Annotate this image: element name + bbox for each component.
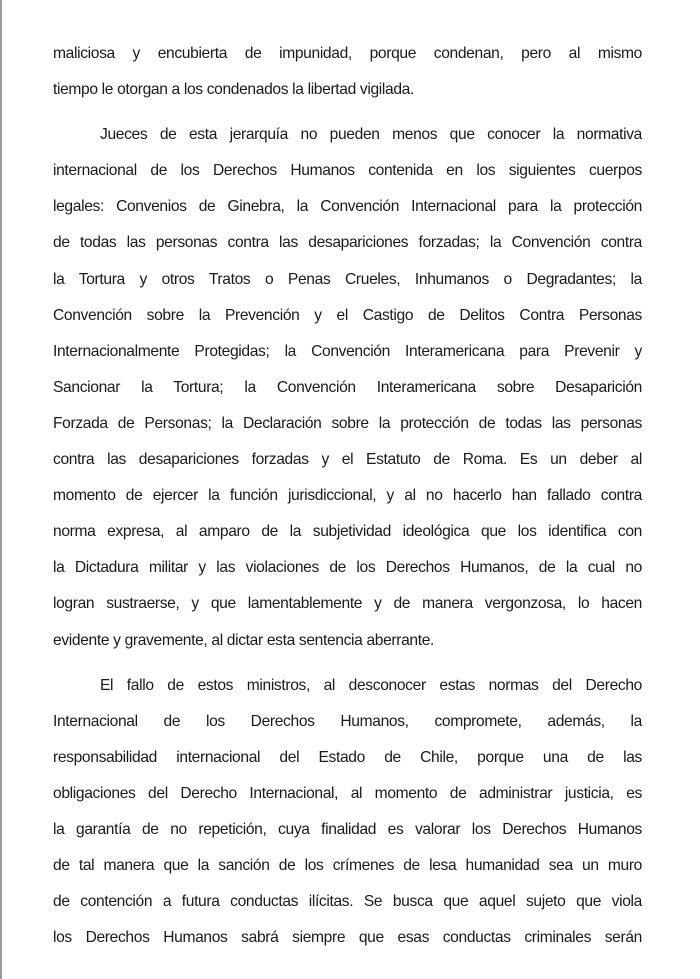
text-line: obligaciones del Derecho Internacional, al momento de administrar justicia, es (53, 784, 642, 802)
text-line: Convención sobre la Prevención y el Castigo de Delitos Contra Personas (53, 306, 642, 324)
text-line: la garantía de no repetición, cuya finalidad es valorar los Derechos Humanos (53, 820, 642, 838)
paragraph-2 (53, 117, 642, 658)
text-line: Jueces de esta jerarquía no pueden menos que conocer la normativa (100, 126, 642, 144)
text-line: legales: Convenios de Ginebra, la Convención Internacional para la protección (53, 198, 642, 216)
text-line: maliciosa y encubierta de impunidad, porque condenan, pero al mismo (53, 45, 642, 62)
text-line: tiempo le otorgan a los condenados la libertad vigilada. (53, 81, 414, 99)
text-line: de tal manera que la sanción de los crímenes de lesa humanidad sea un muro (53, 857, 642, 875)
text-line: Sancionar la Tortura; la Convención Interamericana sobre Desaparición (53, 378, 642, 396)
text-line: evidente y gravemente, al dictar esta sentencia aberrante. (53, 631, 435, 649)
page-left-border (0, 0, 2, 979)
text-line: los Derechos Humanos sabrá siempre que esas conductas criminales serán (53, 929, 642, 947)
text-line: El fallo de estos ministros, al desconocer estas normas del Derecho (100, 676, 642, 694)
text-line: contra las desapariciones forzadas y el Estatuto de Roma. Es un deber al (53, 451, 642, 469)
text-line: de todas las personas contra las desapariciones forzadas; la Convención contra (53, 234, 642, 252)
paragraph-3 (53, 668, 642, 957)
text-line: Internacionalmente Protegidas; la Convención Interamericana para Prevenir y (53, 342, 642, 360)
text-line: Forzada de Personas; la Declaración sobre la protección de todas las personas (53, 414, 642, 432)
text-line: internacional de los Derechos Humanos contenida en los siguientes cuerpos (53, 162, 642, 180)
text-line: Internacional de los Derechos Humanos, compromete, además, la (53, 712, 642, 730)
text-line: logran sustraerse, y que lamentablemente y de manera vergonzosa, lo hacen (53, 595, 642, 613)
text-line: responsabilidad internacional del Estado de Chile, porque una de las (53, 748, 642, 766)
text-line: la Tortura y otros Tratos o Penas Crueles, Inhumanos o Degradantes; la (53, 270, 642, 288)
document-body (53, 36, 642, 956)
text-line: de contención a futura conductas ilícitas. Se busca que aquel sujeto que viola (53, 893, 642, 911)
text-line: momento de ejercer la función jurisdiccional, y al no hacerlo han fallado contra (53, 487, 642, 505)
text-line: la Dictadura militar y las violaciones de los Derechos Humanos, de la cual no (53, 559, 642, 577)
text-line: norma expresa, al amparo de la subjetividad ideológica que los identifica con (53, 523, 642, 541)
paragraph-1 (53, 36, 642, 108)
